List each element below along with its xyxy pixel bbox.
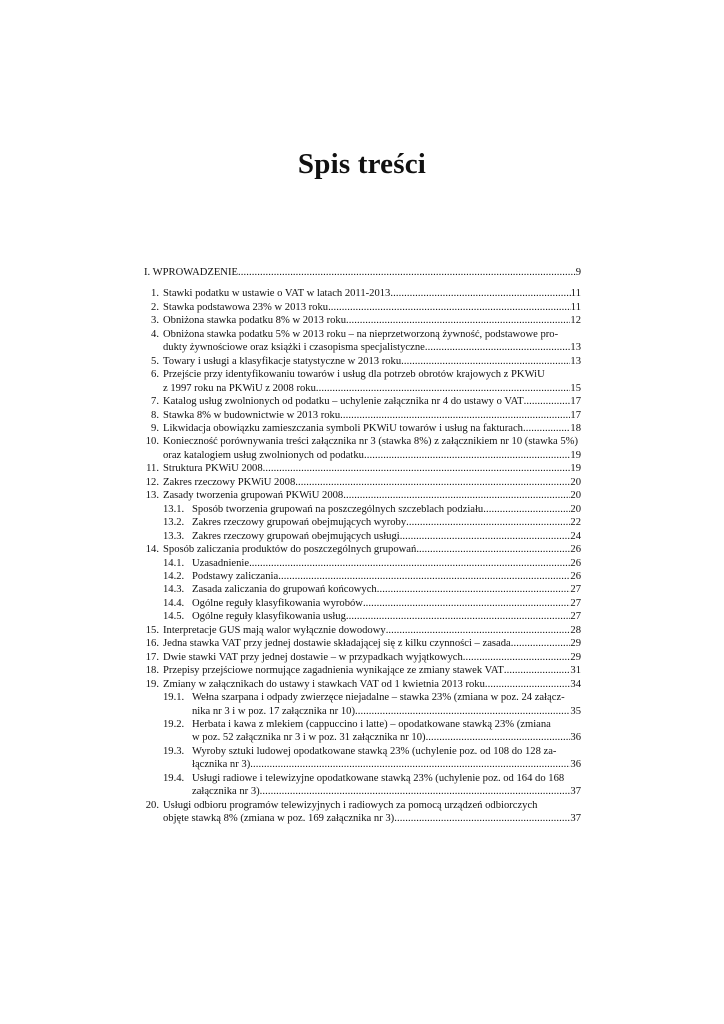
toc-entry[interactable]: [144, 409, 581, 422]
dot-leader: [386, 624, 571, 637]
toc-entry-title: Przepisy przejściowe normujące zagadnienia wynikające ze zmiany stawek VAT: [163, 665, 504, 677]
toc-entry-page: 22: [570, 517, 581, 529]
dot-leader: [426, 731, 571, 744]
toc-entry-page: 13: [570, 342, 581, 354]
toc-entry-page: 20: [570, 476, 581, 488]
toc-entry-page: 17: [570, 409, 581, 421]
toc-entry[interactable]: [144, 718, 581, 745]
dot-leader: [364, 449, 570, 462]
toc-entry-title: Zasady tworzenia grupowań PKWiU 2008: [163, 490, 344, 502]
toc-entry[interactable]: [144, 637, 581, 650]
toc-entry-number: 4.: [151, 328, 159, 340]
dot-leader: [343, 489, 570, 502]
toc-entry[interactable]: [144, 516, 581, 529]
toc-entry-title: łącznika nr 3): [192, 759, 251, 771]
toc-entry-number: 9.: [151, 422, 159, 434]
toc-entry-title: oraz katalogiem usług zwolnionych od podatku: [163, 449, 364, 461]
dot-leader: [328, 301, 571, 314]
toc-entry[interactable]: [144, 772, 581, 799]
toc-entry-number: 13.1.: [163, 503, 185, 515]
dot-leader: [249, 557, 570, 570]
toc-entry-title: Dwie stawki VAT przy jednej dostawie – w przypadkach wyjątkowych: [163, 651, 463, 663]
dot-leader: [340, 409, 570, 422]
toc-entry-number: 6.: [151, 369, 159, 381]
toc-entry[interactable]: [144, 664, 581, 677]
toc-entry-page: 26: [570, 570, 581, 582]
toc-entry-number: 8.: [151, 409, 159, 421]
toc-entry-title-line: Wyroby sztuki ludowej opodatkowane stawką 23% (uchylenie poz. od 108 do 128 za-: [192, 745, 557, 757]
toc-entry-page: 27: [570, 611, 581, 623]
dot-leader: [346, 610, 571, 623]
toc-entry-number: 20.: [145, 799, 159, 811]
dot-leader: [511, 637, 571, 650]
toc-entry-number: 19.2.: [163, 718, 185, 730]
toc-entry-page: 20: [570, 490, 581, 502]
toc-entry-title-line: Wełna szarpana i odpady zwierzęce niejadalne – stawka 23% (zmiana w poz. 24 załącz-: [192, 692, 565, 704]
dot-leader: [406, 516, 570, 529]
dot-leader: [295, 476, 570, 489]
toc-entry-number: 2.: [151, 301, 159, 313]
toc-entry-number: 10.: [145, 436, 159, 448]
toc-entry-page: 18: [570, 422, 581, 434]
toc-entry-title: dukty żywnościowe oraz książki i czasopisma specjalistyczne: [163, 342, 425, 354]
toc-entry[interactable]: [144, 799, 581, 826]
toc-entry-title: Uzasadnienie: [192, 557, 250, 569]
toc-entry[interactable]: [144, 355, 581, 368]
toc-entry[interactable]: [144, 476, 581, 489]
toc-entry-number: 14.1.: [163, 557, 185, 569]
toc-entry-title: Towary i usługi a klasyfikacje statystyczne w 2013 roku: [163, 355, 402, 367]
toc-entry-title: Ogólne reguły klasyfikowania usług: [192, 611, 346, 623]
toc-entry-page: 20: [570, 503, 581, 515]
toc-entry[interactable]: [144, 287, 581, 300]
toc-entry-number: 14.3.: [163, 584, 185, 596]
dot-leader: [278, 570, 570, 583]
toc-entry-page: 36: [570, 759, 581, 771]
toc-entry-page: 27: [570, 597, 581, 609]
dot-leader: [483, 503, 570, 516]
toc-entry[interactable]: [144, 624, 581, 637]
toc-entry-page: 34: [570, 678, 581, 690]
toc-entry-page: 28: [570, 624, 581, 636]
toc-entry-page: 29: [570, 651, 581, 663]
dot-leader: [463, 651, 571, 664]
dot-leader: [485, 678, 571, 691]
toc-entry-page: 29: [570, 638, 581, 650]
toc-entry-number: 13.: [145, 490, 159, 502]
dot-leader: [504, 664, 571, 677]
toc-entry[interactable]: [144, 422, 581, 435]
toc-entry-number: 14.: [145, 544, 159, 556]
toc-entry-page: 13: [570, 355, 581, 367]
toc-entry-page: 19: [570, 449, 581, 461]
dot-leader: [523, 422, 570, 435]
toc-entry-page: 12: [570, 315, 581, 327]
toc-entry[interactable]: [144, 691, 581, 718]
toc-entry-title: Stawka 8% w budownictwie w 2013 roku: [163, 409, 341, 421]
toc-entry-number: 13.2.: [163, 517, 185, 529]
toc-entry-number: 5.: [151, 355, 159, 367]
toc-entry-title: Zakres rzeczowy grupowań obejmujących wyroby: [192, 517, 407, 529]
toc-entry-title: Sposób tworzenia grupowań na poszczególnych szczeblach podziału: [192, 503, 484, 515]
toc-entry-title: załącznika nr 3): [192, 786, 260, 798]
toc-entry[interactable]: [144, 597, 581, 610]
dot-leader: [238, 266, 576, 279]
toc-entry-title: Ogólne reguły klasyfikowania wyrobów: [192, 597, 363, 609]
toc-entry-page: 24: [570, 530, 581, 542]
toc-entry-title-line: Usługi odbioru programów telewizyjnych i radiowych za pomocą urządzeń odbiorczych: [163, 799, 538, 811]
dot-leader: [263, 462, 571, 475]
toc-entry-title-line: Herbata i kawa z mlekiem (cappuccino i latte) – opodatkowane stawką 23% (zmiana: [192, 718, 551, 730]
toc-entry-page: 27: [570, 584, 581, 596]
toc-entry-page: 17: [570, 396, 581, 408]
toc-entry-title: Katalog usług zwolnionych od podatku – uchylenie załącznika nr 4 do ustawy o VAT: [163, 396, 524, 408]
dot-leader: [260, 785, 571, 798]
toc-entry-title: Stawka podstawowa 23% w 2013 roku: [163, 301, 329, 313]
toc-entry-title: Podstawy zaliczania: [192, 570, 279, 582]
toc-entry-number: 13.3.: [163, 530, 185, 542]
dot-leader: [400, 530, 571, 543]
toc-entry-number: 3.: [151, 315, 159, 327]
toc-entry-title: Zakres rzeczowy grupowań obejmujących usługi: [192, 530, 400, 542]
toc-entry-number: 19.1.: [163, 692, 185, 704]
dot-leader: [363, 597, 570, 610]
toc-entry-title: I. WPROWADZENIE: [144, 267, 238, 278]
dot-leader: [346, 314, 570, 327]
toc-entry-title: Obniżona stawka podatku 8% w 2013 roku: [163, 315, 347, 327]
dot-leader: [416, 543, 570, 556]
toc-entry-page: 15: [570, 382, 581, 394]
toc-entry-title-line: Obniżona stawka podatku 5% w 2013 roku – na nieprzetworzoną żywność, podstawowe pro-: [163, 328, 559, 340]
dot-leader: [316, 382, 571, 395]
toc-entry[interactable]: [144, 678, 581, 691]
toc-entry-title: Zasada zaliczania do grupowań końcowych: [192, 584, 377, 596]
toc-entry-title: Stawki podatku w ustawie o VAT w latach 2011-2013: [163, 288, 391, 300]
toc-entry[interactable]: [144, 503, 581, 516]
toc-entry-number: 19.3.: [163, 745, 185, 757]
toc-entry-page: 11: [570, 301, 581, 313]
toc-entry-number: 17.: [145, 651, 159, 663]
toc-entry-page: 11: [570, 288, 581, 300]
toc-entry-number: 14.4.: [163, 597, 185, 609]
dot-leader: [377, 583, 571, 596]
toc-entry-page: 36: [570, 732, 581, 744]
toc-entry-title: Zmiany w załącznikach do ustawy i stawkach VAT od 1 kwietnia 2013 roku: [163, 678, 485, 690]
toc-entry[interactable]: [144, 462, 581, 475]
toc-entry[interactable]: [144, 557, 581, 570]
toc-entry-page: 35: [570, 705, 581, 717]
toc-entry[interactable]: [144, 489, 581, 502]
toc-entry[interactable]: [144, 530, 581, 543]
dot-leader: [524, 395, 571, 408]
toc-entry[interactable]: [144, 266, 581, 279]
toc-entry-number: 11.: [146, 463, 159, 475]
toc-entry-page: 31: [570, 665, 581, 677]
toc-entry-title: Struktura PKWiU 2008: [163, 463, 263, 475]
toc-entry-page: 9: [575, 267, 581, 278]
toc-entry-title-line: Usługi radiowe i telewizyjne opodatkowane stawką 23% (uchylenie poz. od 164 do 168: [192, 772, 565, 784]
toc-entry-number: 14.5.: [163, 611, 185, 623]
toc-entry-page: 19: [570, 463, 581, 475]
dot-leader: [394, 812, 570, 825]
toc-entry-number: 7.: [151, 396, 159, 408]
toc-entry-title: Likwidacja obowiązku zamieszczania symboli PKWiU towarów i usług na fakturach: [163, 422, 523, 434]
table-of-contents: [144, 266, 581, 826]
toc-entry[interactable]: [144, 395, 581, 408]
dot-leader: [425, 341, 571, 354]
toc-entry-number: 16.: [145, 638, 159, 650]
toc-entry-title: nika nr 3 i w poz. 17 załącznika nr 10): [192, 705, 355, 717]
toc-entry[interactable]: [144, 570, 581, 583]
toc-entry[interactable]: [144, 651, 581, 664]
toc-entry-number: 19.: [145, 678, 159, 690]
toc-entry-page: 37: [570, 786, 581, 798]
toc-entry-number: 1.: [151, 288, 159, 300]
toc-entry[interactable]: [144, 368, 581, 395]
dot-leader: [355, 705, 570, 718]
toc-entry[interactable]: [144, 543, 581, 556]
toc-entry-number: 15.: [145, 624, 159, 636]
toc-entry-number: 12.: [145, 476, 159, 488]
toc-entry[interactable]: [144, 610, 581, 623]
toc-entry-number: 18.: [145, 665, 159, 677]
toc-entry-title: Interpretacje GUS mają walor wyłącznie dowodowy: [163, 624, 386, 636]
dot-leader: [401, 355, 570, 368]
toc-entry[interactable]: [144, 583, 581, 596]
toc-entry[interactable]: [144, 301, 581, 314]
toc-entry-number: 19.4.: [163, 772, 185, 784]
dot-leader: [250, 758, 570, 771]
toc-entry-title: objęte stawką 8% (zmiana w poz. 169 załącznika nr 3): [163, 813, 395, 825]
toc-entry[interactable]: [144, 314, 581, 327]
toc-entry-title: Sposób zaliczania produktów do poszczególnych grupowań: [163, 544, 417, 556]
toc-entry-title-line: Przejście przy identyfikowaniu towarów i usług dla potrzeb obrotów krajowych z PKWiU: [163, 369, 545, 381]
toc-entry-title: Zakres rzeczowy PKWiU 2008: [163, 476, 296, 488]
toc-entry-title-line: Konieczność porównywania treści załącznika nr 3 (stawka 8%) z załącznikiem nr 10 (stawka 5%): [163, 436, 579, 448]
toc-entry[interactable]: [144, 328, 581, 355]
page-title: Spis treści: [297, 148, 427, 180]
toc-entry-title: z 1997 roku na PKWiU z 2008 roku: [163, 382, 316, 394]
toc-entry-number: 14.2.: [163, 570, 185, 582]
toc-entry[interactable]: [144, 435, 581, 462]
toc-entry-page: 26: [570, 557, 581, 569]
toc-entry-page: 37: [570, 813, 581, 825]
toc-entry-title: w poz. 52 załącznika nr 3 i w poz. 31 załącznika nr 10): [192, 732, 426, 744]
toc-entry[interactable]: [144, 745, 581, 772]
toc-entry-title: Jedna stawka VAT przy jednej dostawie składającej się z kilku czynności – zasada: [163, 638, 511, 650]
toc-entry-page: 26: [570, 544, 581, 556]
dot-leader: [390, 287, 570, 300]
